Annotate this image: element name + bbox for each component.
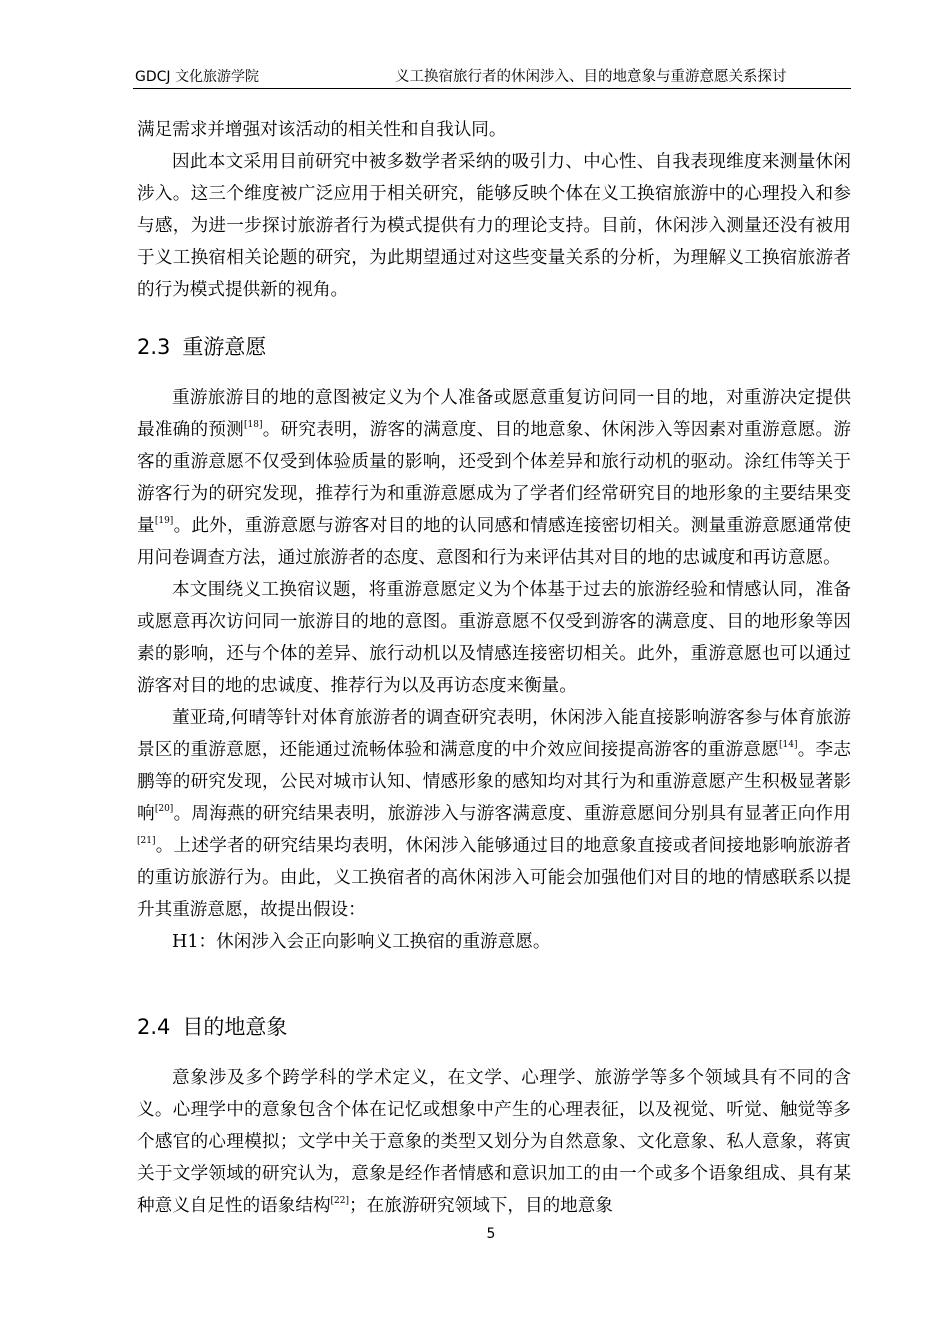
text-run: 。周海燕的研究结果表明，旅游涉入与游客满意度、重游意愿间分别具有显著正向作用: [173, 804, 851, 824]
citation-18: [18]: [244, 420, 263, 430]
page-number: 5: [486, 1226, 496, 1242]
section-2-4-heading: [137, 1013, 287, 1041]
section-2-3-title: 重游意愿: [182, 335, 267, 359]
text-run: 。此外，重游意愿与游客对目的地的认同感和情感连接密切相关。测量重游意愿通常使用问卷调查方法，通过旅游者的态度、意图和行为来评估其对目的地的忠诚度和再访意愿。: [137, 516, 851, 568]
section-2-3-body: [137, 382, 851, 958]
text-run: 重游旅游目的地的意图被定义为个人准备或愿意重复访问同一目的地，对重游决定提供最准确的预测: [137, 388, 851, 440]
section-2-4-paragraph-1: [137, 1062, 851, 1222]
section-2-3-paragraph-2: 本文围绕义工换宿议题，将重游意愿定义为个体基于过去的旅游经验和情感认同，准备或愿意再次访问同一旅游目的地的意图。重游意愿不仅受到游客的满意度、目的地形象等因素的影响，还与个体的差异、旅行动机以及情感连接密切相关。此外，重游意愿也可以通过游客对目的地的忠诚度、推荐行为以及再访态度来衡量。: [137, 580, 851, 696]
section-2-4-title: 目的地意象: [182, 1015, 288, 1039]
citation-14: [14]: [779, 740, 798, 750]
text-run: 。李志鹏等的研究发现，公民对城市认知、情感形象的感知均对其行为和重游意愿产生积极显著影响: [137, 740, 851, 824]
section-2-3-paragraph-1: [137, 382, 851, 574]
section-2-3-heading: [137, 333, 266, 361]
intro-paragraph-1: 满足需求并增强对该活动的相关性和自我认同。: [137, 120, 507, 140]
section-2-3-number: 2.3: [137, 335, 171, 359]
header-institution: GDCJ 文化旅游学院: [135, 69, 259, 85]
text-run: 意象涉及多个跨学科的学术定义，在文学、心理学、旅游学等多个领域具有不同的含义。心理学中的意象包含个体在记忆或想象中产生的心理表征，以及视觉、听觉、触觉等多个感官的心理模拟；文学中关于意象的类型又划分为自然意象、文化意象、私人意象，蒋寅关于文学领域的研究认为，意象是经作者情感和意识加工的由一个或多个语象组成、具有某种意义自足性的语象结构: [137, 1068, 851, 1216]
text-run: ；在旅游研究领域下，目的地意象: [349, 1196, 613, 1216]
text-run: 董亚琦,何晴等针对体育旅游者的调查研究表明，休闲涉入能直接影响游客参与体育旅游景区的重游意愿，还能通过流畅体验和满意度的中介效应间接提高游客的重游意愿: [137, 708, 851, 760]
section-2-4-number: 2.4: [137, 1015, 171, 1039]
header-rule: [133, 88, 851, 89]
text-run: 。上述学者的研究结果均表明，休闲涉入能够通过目的地意象直接或者间接地影响旅游者的重访旅游行为。由此，义工换宿者的高休闲涉入可能会加强他们对目的地的情感联系以提升其重游意愿，故提出假设：: [137, 836, 851, 920]
citation-20: [20]: [154, 804, 174, 814]
header-paper-title: 义工换宿旅行者的休闲涉入、目的地意象与重游意愿关系探讨: [395, 69, 787, 85]
citation-21: [21]: [137, 836, 156, 846]
section-2-3-paragraph-3: [137, 702, 851, 926]
intro-block: [137, 114, 851, 306]
section-2-4-body: [137, 1062, 851, 1222]
citation-19: [19]: [154, 516, 174, 526]
text-run: 。研究表明，游客的满意度、目的地意象、休闲涉入等因素对重游意愿。游客的重游意愿不仅受到体验质量的影响，还受到个体差异和旅行动机的驱动。涂红伟等关于游客行为的研究发现，推荐行为和重游意愿成为了学者们经常研究目的地形象的主要结果变量: [137, 420, 851, 536]
hypothesis-h1: H1：休闲涉入会正向影响义工换宿的重游意愿。: [172, 932, 551, 952]
intro-paragraph-2: 因此本文采用目前研究中被多数学者采纳的吸引力、中心性、自我表现维度来测量休闲涉入。这三个维度被广泛应用于相关研究，能够反映个体在义工换宿旅游中的心理投入和参与感，为进一步探讨旅游者行为模式提供有力的理论支持。目前，休闲涉入测量还没有被用于义工换宿相关论题的研究，为此期望通过对这些变量关系的分析，为理解义工换宿旅游者的行为模式提供新的视角。: [137, 152, 851, 300]
citation-22: [22]: [330, 1196, 350, 1206]
